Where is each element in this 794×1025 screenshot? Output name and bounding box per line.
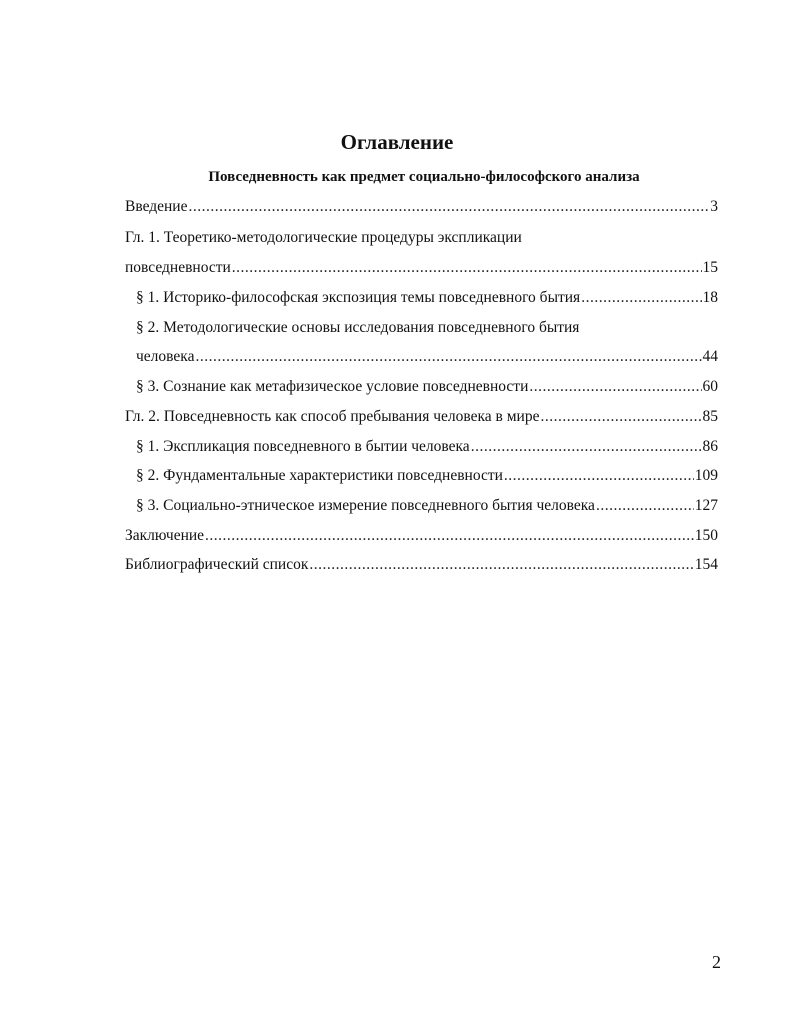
toc-entry-chapter-1-section-2: § 2. Методологические основы исследования повседневного бытия: [136, 319, 580, 336]
toc-entry-chapter-2: [125, 405, 718, 429]
toc-entry-title: Библиографический список: [125, 556, 309, 573]
page-number: 2: [712, 952, 721, 972]
toc-entry-title: человека: [136, 348, 195, 365]
toc-entry-conclusion: [125, 524, 718, 548]
toc-entry-chapter-1-continued: [125, 256, 718, 280]
document-subtitle: Повседневность как предмет социально-философского анализа: [208, 169, 640, 185]
toc-entry-title: § 1. Экспликация повседневного в бытии человека: [136, 438, 470, 455]
leader-dots: [540, 405, 701, 429]
toc-entry-page: 15: [702, 259, 718, 276]
toc-entry-title: повседневности: [125, 259, 231, 276]
toc-entry-page: 86: [702, 438, 718, 455]
toc-title: Оглавление: [340, 130, 454, 154]
leader-dots: [232, 256, 702, 280]
toc-entry-chapter-1-section-3: [136, 375, 718, 399]
leader-dots: [205, 524, 694, 548]
toc-entry-page: 85: [702, 408, 718, 425]
toc-entry-page: 109: [694, 467, 718, 484]
toc-entry-title: § 3. Социально-этническое измерение повседневного бытия человека: [136, 497, 595, 514]
toc-entry-title: Заключение: [125, 527, 205, 544]
toc-entry-chapter-2-section-3: [136, 494, 718, 518]
toc-entry-title: Гл. 2. Повседневность как способ пребывания человека в мире: [125, 408, 540, 425]
leader-dots: [188, 195, 709, 219]
leader-dots: [504, 464, 694, 488]
toc-entry-title: § 3. Сознание как метафизическое условие повседневности: [136, 378, 529, 395]
toc-entry-title: Введение: [125, 198, 188, 215]
toc-entry-chapter-2-section-1: [136, 435, 718, 459]
leader-dots: [195, 345, 701, 369]
toc-entry-chapter-1-section-2-continued: [136, 345, 718, 369]
leader-dots: [581, 286, 701, 310]
toc-entry-introduction: [125, 195, 718, 219]
toc-entry-chapter-1: Гл. 1. Теоретико-методологические процедуры экспликации: [125, 229, 522, 246]
toc-entry-page: 18: [702, 289, 718, 306]
toc-entry-title: § 2. Фундаментальные характеристики повседневности: [136, 467, 503, 484]
leader-dots: [471, 435, 702, 459]
toc-entry-page: 3: [710, 198, 718, 215]
toc-entry-title: § 1. Историко-философская экспозиция темы повседневного бытия: [136, 289, 581, 306]
toc-entry-chapter-2-section-2: [136, 464, 718, 488]
leader-dots: [596, 494, 694, 518]
toc-entry-page: 150: [694, 527, 718, 544]
leader-dots: [309, 553, 693, 577]
toc-entry-page: 60: [702, 378, 718, 395]
leader-dots: [529, 375, 701, 399]
toc-entry-chapter-1-section-1: [136, 286, 718, 310]
toc-entry-bibliography: [125, 553, 718, 577]
toc-entry-page: 44: [702, 348, 718, 365]
toc-entry-page: 127: [694, 497, 718, 514]
toc-entry-page: 154: [694, 556, 718, 573]
